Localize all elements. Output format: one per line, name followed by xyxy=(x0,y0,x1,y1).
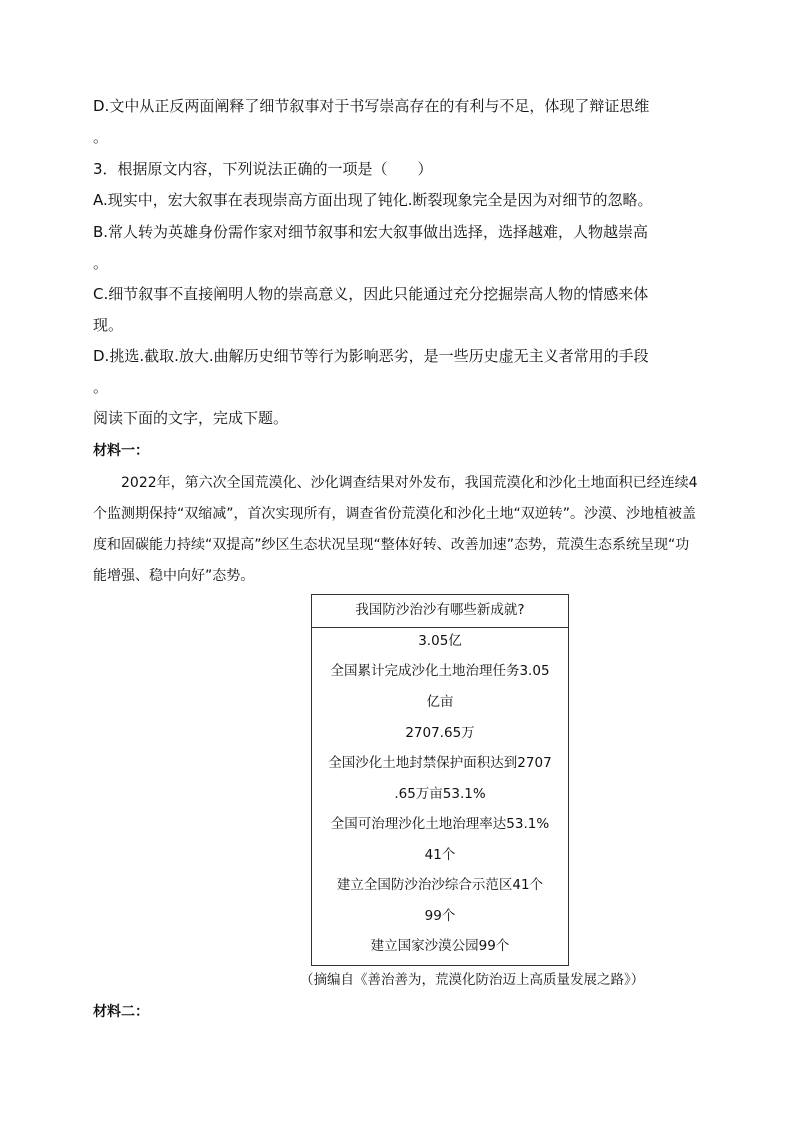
question-3-option-b: B.常人转为英雄身份需作家对细节叙事和宏大叙事做出选择，选择越难，人物越崇高 xyxy=(93,223,649,241)
question-3-option-d: D.挑选.截取.放大.曲解历史细节等行为影响恶劣，是一些历史虚无主义者常用的手段 xyxy=(93,347,649,365)
table-row: .65万亩53.1% xyxy=(394,786,486,802)
question-3-stem: 3．根据原文内容，下列说法正确的一项是（ ） xyxy=(93,160,433,178)
material-1-label: 材料一： xyxy=(93,443,149,459)
table-header: 我国防沙治沙有哪些新成就? xyxy=(312,595,568,628)
question-3-option-c: C.细节叙事不直接阐明人物的崇高意义，因此只能通过充分挖掘崇高人物的情感来体 xyxy=(93,285,649,303)
table-row: 全国沙化土地封禁保护面积达到2707 xyxy=(328,755,552,771)
source-citation: （摘编自《善治善为，荒漠化防治迈上高质量发展之路》） xyxy=(300,972,645,988)
option-d-text-end: 。 xyxy=(93,128,109,146)
option-d-text: D.文中从正反两面阐释了细节叙事对于书写崇高存在的有利与不足，体现了辩证思维 xyxy=(93,97,650,115)
table-row: 2707.65万 xyxy=(405,725,475,741)
table-row: 41个 xyxy=(424,847,456,863)
material-1-paragraph xyxy=(93,468,703,592)
reading-instruction: 阅读下面的文字，完成下题。 xyxy=(93,409,289,427)
table-row: 建立国家沙漠公园99个 xyxy=(370,938,510,954)
table-row: 3.05亿 xyxy=(418,633,462,649)
table-row: 亿亩 xyxy=(426,694,454,710)
table-row: 建立全国防沙治沙综合示范区41个 xyxy=(336,877,544,893)
question-3-option-a: A.现实中，宏大叙事在表现崇高方面出现了钝化.断裂现象完全是因为对细节的忽略。 xyxy=(93,191,653,209)
table-row: 全国累计完成沙化土地治理任务3.05 xyxy=(330,663,550,679)
question-3-option-c-end: 现。 xyxy=(93,316,124,334)
achievements-table xyxy=(311,594,569,966)
material-1-text: 2022年，第六次全国荒漠化、沙化调查结果对外发布，我国荒漠化和沙化土地面积已经连续4个监测期保持“双缩减”，首次实现所有，调查省份荒漠化和沙化土地“双逆转”。沙漠、沙地植被盖度和固碳能力持续“双提高”纱区生态状况呈现“整体好转、改善加速”态势，荒漠生态系统呈现“功能增强、稳中向好”态势。 xyxy=(93,475,698,584)
table-row: 99个 xyxy=(424,908,456,924)
material-2-label: 材料二： xyxy=(93,1004,149,1020)
question-3-option-d-end: 。 xyxy=(93,378,109,396)
table-row: 全国可治理沙化土地治理率达53.1% xyxy=(330,816,550,832)
question-3-option-b-end: 。 xyxy=(93,254,109,272)
